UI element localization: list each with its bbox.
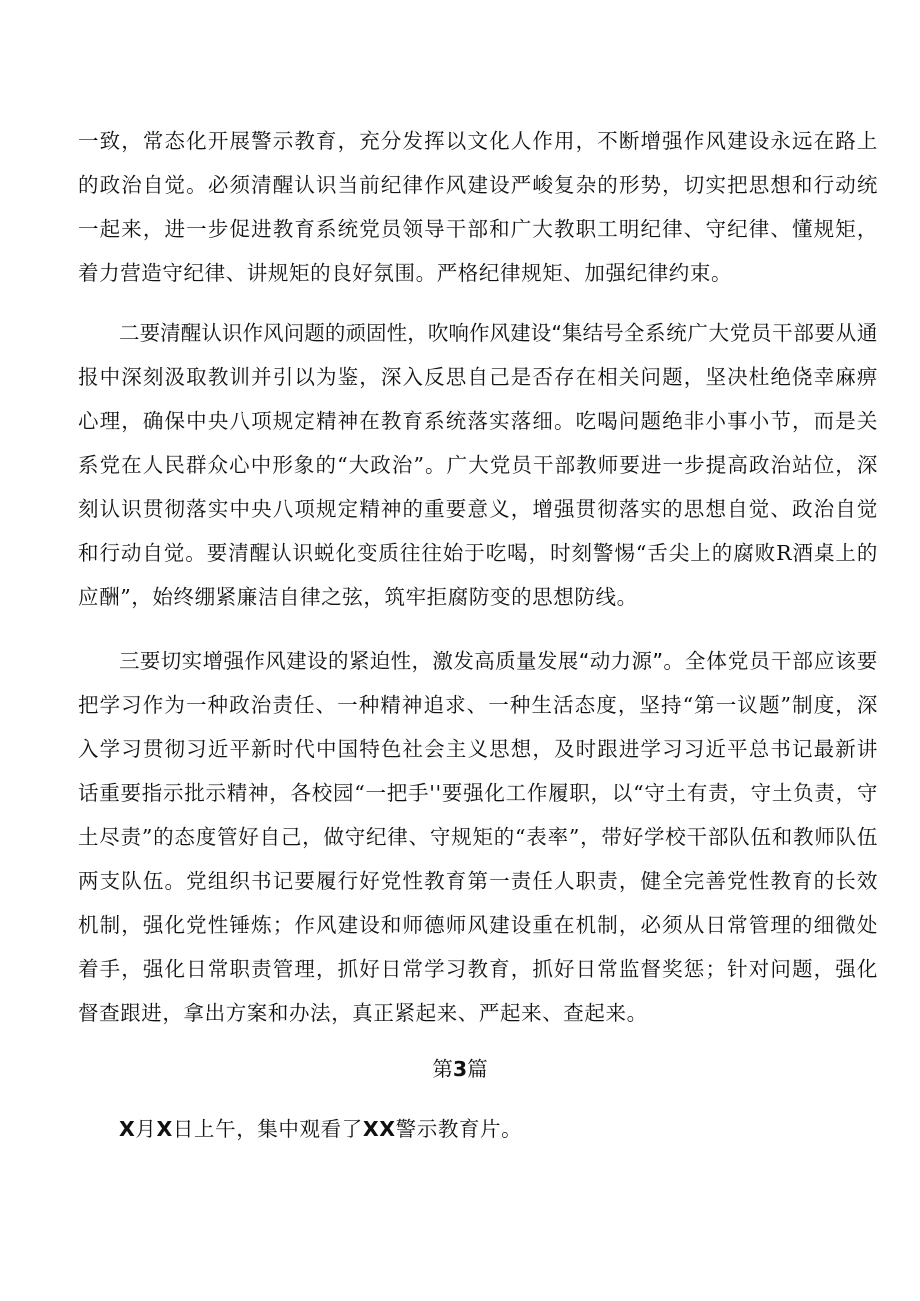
heading-prefix: 第 <box>432 1057 453 1081</box>
paragraph-1 <box>78 119 878 295</box>
paragraph-3-body: 。全体党员干部应该要把学习作为一种政治责任、一种精神追求、一种生活态度，坚持“第一议题”制度，深入学习贯彻习近平新时代中国特色社会主义思想，及时跟进学习习近平总书记最新讲话重要指示批示精神，各校园“一把手''要强化工作履职，以“守土有责，守土负责，守土尽责”的态度管好自己，做守纪律、守规矩的“表率”，带好学校干部队伍和教师队伍两支队伍。党组织书记要履行好党性教育第一责任人职责，健全完善党性教育的长效机制，强化党性锤炼；作风建设和师德师风建设重在机制，必须从日常管理的细微处着手，强化日常职责管理，抓好日常学习教育，抓好日常监督奖惩；针对问题，强化督查跟进，拿出方案和办法，真正紧起来、严起来、查起来。 <box>78 649 878 1025</box>
paragraph-2-body: 全系统广大党员干部要从通报中深刻汲取教训并引以为鉴，深入反思自己是否存在相关问题，坚决杜绝侥幸麻痹心理，确保中央八项规定精神在教育系统落实落细。吃喝问题绝非小事小节，而是关系党在人民群众心中形象的“大政治”。广大党员干部教师要进一步提高政治站位，深刻认识贯彻落实中央八项规定精神的重要意义，增强贯彻落实的思想自觉、政治自觉和行动自觉。要清醒认识蜕化变质往往始于吃喝，时刻警惕“舌尖上的腐败R酒桌上的应酬”，始终绷紧廉洁自律之弦，筑牢拒腐防变的思想防线。 <box>78 321 878 609</box>
film-placeholder: XX <box>362 1117 396 1141</box>
paragraph-1-text: 一致，常态化开展警示教育，充分发挥以文化人作用，不断增强作风建设永远在路上的政治自觉。必须清醒认识当前纪律作风建设严峻复杂的形势，切实把思想和行动统一起来，进一步促进教育系统党员领导干部和广大教职工明纪律、守纪律、懂规矩，着力营造守纪律、讲规矩的良好氛围。严格纪律规矩、加强纪律约束。 <box>78 129 878 285</box>
paragraph-4-end: 警示教育片。 <box>395 1117 523 1141</box>
section-heading <box>0 1047 920 1091</box>
paragraph-3-lead: 三要切实增强作风建设的紧迫性，激发高质量发展“动力源” <box>119 649 664 673</box>
month-label: 月 <box>135 1117 157 1141</box>
day-placeholder: X <box>156 1117 173 1141</box>
heading-number: 3 <box>452 1057 468 1081</box>
month-placeholder: X <box>119 1117 136 1141</box>
heading-suffix: 篇 <box>467 1057 488 1081</box>
paragraph-2 <box>78 311 878 619</box>
paragraph-4-mid: 日上午，集中观看了 <box>172 1117 363 1141</box>
paragraph-4 <box>78 1107 878 1151</box>
paragraph-2-lead: 二要清醒认识作风问题的顽固性，吹响作风建设“集结号 <box>119 321 624 345</box>
paragraph-3 <box>78 639 878 1035</box>
